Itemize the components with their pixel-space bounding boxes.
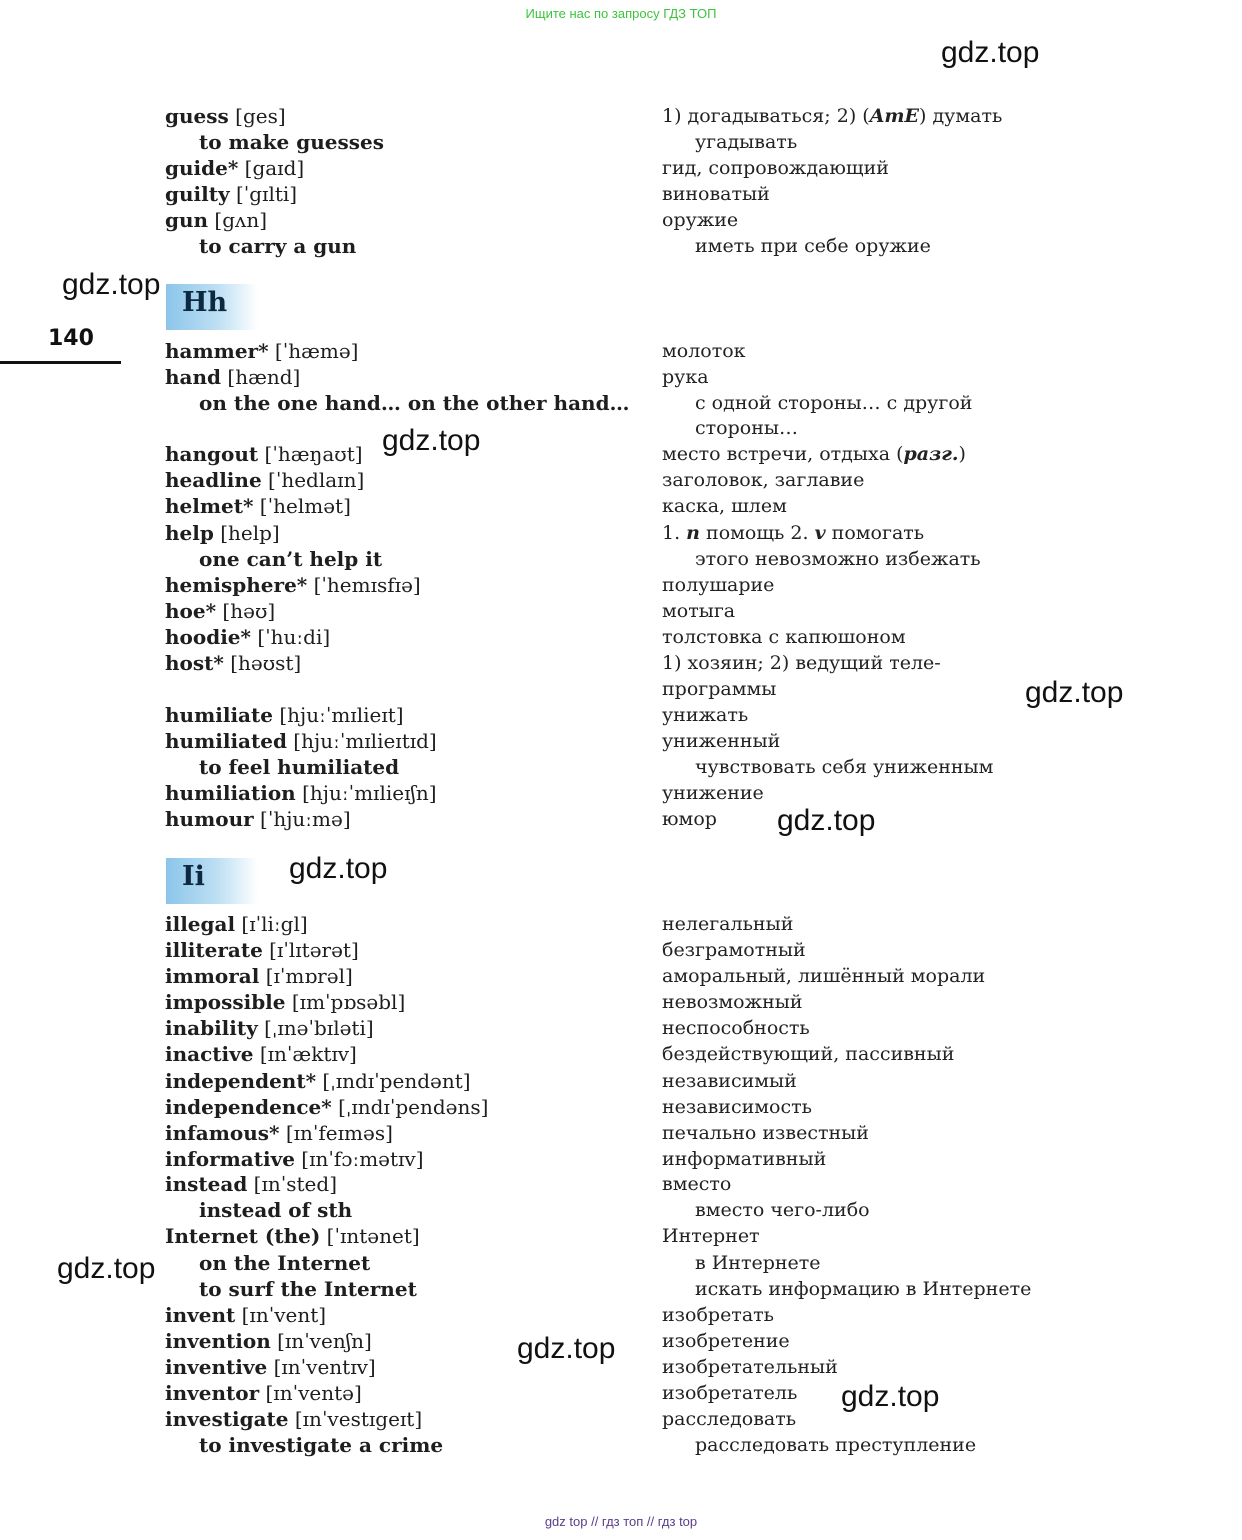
translation: изобретательный	[662, 1356, 838, 1378]
translation: виноватый	[662, 183, 770, 205]
page-number: 140	[48, 326, 94, 351]
entry-headword: instead [ɪnˈsted]	[165, 1172, 337, 1196]
translation: 1. n помощь 2. v помогать	[662, 522, 925, 544]
translation: расследовать	[662, 1408, 797, 1430]
translation: мотыга	[662, 600, 736, 622]
entry-phrase: to feel humiliated	[199, 755, 400, 779]
entry-headword: humour [ˈhjuːmə]	[165, 807, 351, 831]
translation: независимый	[662, 1070, 797, 1092]
watermark: gdz.top	[941, 36, 1040, 69]
translation: полушарие	[662, 574, 775, 596]
watermark: gdz.top	[57, 1252, 156, 1285]
entry-headword: infamous* [ɪnˈfeɪməs]	[165, 1121, 393, 1145]
translation-phrase: расследовать преступление	[695, 1434, 977, 1456]
translation: 1) догадываться; 2) (AmE) думать	[662, 105, 1003, 127]
translation-phrase: чувствовать себя униженным	[695, 756, 994, 778]
entry-headword: invent [ɪnˈvent]	[165, 1303, 327, 1327]
watermark: gdz.top	[62, 268, 161, 301]
entry-headword: humiliate [hjuːˈmɪlieɪt]	[165, 703, 404, 727]
entry-headword: guide* [gaɪd]	[165, 156, 305, 180]
translation: бездействующий, пассивный	[662, 1043, 955, 1065]
section-letter-h: Hh	[182, 287, 228, 318]
translation-phrase: иметь при себе оружие	[695, 235, 931, 257]
watermark: gdz.top	[1025, 676, 1124, 709]
entry-headword: hoodie* [ˈhuːdi]	[165, 625, 331, 649]
translation-phrase: искать информацию в Интернете	[695, 1278, 1032, 1300]
entry-phrase: to make guesses	[199, 130, 384, 154]
translation: юмор	[662, 808, 717, 830]
entry-phrase: one can’t help it	[199, 547, 383, 571]
entry-headword: inventor [ɪnˈventə]	[165, 1381, 362, 1405]
entry-headword: help [help]	[165, 521, 280, 545]
translation-phrase: в Интернете	[695, 1252, 821, 1274]
section-letter-i: Ii	[182, 861, 205, 892]
entry-phrase: on the Internet	[199, 1251, 371, 1275]
translation: унижение	[662, 782, 764, 804]
entry-headword: inability [ˌɪnəˈbɪləti]	[165, 1016, 374, 1040]
translation: рука	[662, 366, 709, 388]
translation: изобретать	[662, 1304, 775, 1326]
watermark: gdz.top	[289, 852, 388, 885]
entry-headword: independent* [ˌɪndɪˈpendənt]	[165, 1069, 471, 1093]
translation: Интернет	[662, 1225, 760, 1247]
entry-headword: helmet* [ˈhelmət]	[165, 494, 351, 518]
entry-headword: invention [ɪnˈvenʃn]	[165, 1329, 372, 1353]
translation: нелегальный	[662, 913, 794, 935]
entry-headword: Internet (the) [ˈɪntənet]	[165, 1224, 420, 1248]
translation: независимость	[662, 1096, 812, 1118]
translation: безграмотный	[662, 939, 806, 961]
entry-headword: illegal [ɪˈliːgl]	[165, 912, 308, 936]
entry-headword: investigate [ɪnˈvestɪgeɪt]	[165, 1407, 423, 1431]
entry-headword: hand [hænd]	[165, 365, 301, 389]
section-header-h	[166, 284, 258, 330]
translation: неспособность	[662, 1017, 810, 1039]
translation: аморальный, лишённый морали	[662, 965, 986, 987]
entry-headword: inactive [ɪnˈæktɪv]	[165, 1042, 357, 1066]
entry-headword: humiliation [hjuːˈmɪlieɪʃn]	[165, 781, 437, 805]
entry-headword: guilty [ˈgɪlti]	[165, 182, 298, 206]
entry-headword: humiliated [hjuːˈmɪlieɪtɪd]	[165, 729, 437, 753]
entry-phrase: instead of sth	[199, 1198, 353, 1222]
translation: 1) хозяин; 2) ведущий теле-	[662, 652, 941, 674]
entry-headword: hemisphere* [ˈhemɪsfɪə]	[165, 573, 421, 597]
footer-links[interactable]: gdz top // гдз топ // гдз top	[544, 1514, 698, 1529]
site-banner[interactable]: Ищите нас по запросу ГДЗ ТОП	[525, 6, 717, 21]
translation-phrase: угадывать	[695, 131, 798, 153]
translation: толстовка с капюшоном	[662, 626, 906, 648]
translation: печально известный	[662, 1122, 869, 1144]
translation: невозможный	[662, 991, 803, 1013]
entry-headword: headline [ˈhedlaɪn]	[165, 468, 365, 492]
watermark: gdz.top	[777, 804, 876, 837]
entry-phrase: on the one hand… on the other hand…	[199, 391, 630, 415]
entry-headword: informative [ɪnˈfɔːmətɪv]	[165, 1147, 424, 1171]
watermark: gdz.top	[382, 424, 481, 457]
entry-headword: illiterate [ɪˈlɪtərət]	[165, 938, 359, 962]
entry-headword: hammer* [ˈhæmə]	[165, 339, 359, 363]
entry-headword: gun [gʌn]	[165, 208, 268, 232]
entry-headword: hoe* [həʊ]	[165, 599, 276, 623]
section-header-i	[166, 858, 258, 904]
entry-headword: independence* [ˌɪndɪˈpendəns]	[165, 1095, 489, 1119]
translation: программы	[662, 678, 777, 700]
watermark: gdz.top	[517, 1332, 616, 1365]
translation-phrase: с одной стороны… с другой	[695, 392, 973, 414]
page-number-rule	[0, 361, 121, 364]
translation-phrase: этого невозможно избежать	[695, 548, 981, 570]
translation: вместо	[662, 1173, 732, 1195]
translation-phrase: вместо чего-либо	[695, 1199, 870, 1221]
entry-headword: hangout [ˈhæŋaʊt]	[165, 442, 363, 466]
entry-headword: host* [həʊst]	[165, 651, 302, 675]
translation: место встречи, отдыха (разг.)	[662, 443, 966, 465]
translation: молоток	[662, 340, 746, 362]
translation: каска, шлем	[662, 495, 787, 517]
translation: заголовок, заглавие	[662, 469, 865, 491]
translation: гид, сопровождающий	[662, 157, 889, 179]
translation: изобретение	[662, 1330, 790, 1352]
translation: униженный	[662, 730, 781, 752]
translation: оружие	[662, 209, 739, 231]
translation: унижать	[662, 704, 749, 726]
entry-headword: impossible [ɪmˈpɒsəbl]	[165, 990, 406, 1014]
entry-phrase: to surf the Internet	[199, 1277, 417, 1301]
translation-phrase: стороны…	[695, 417, 798, 439]
watermark: gdz.top	[841, 1380, 940, 1413]
entry-headword: immoral [ɪˈmɒrəl]	[165, 964, 353, 988]
entry-phrase: to carry a gun	[199, 234, 357, 258]
entry-phrase: to investigate a crime	[199, 1433, 444, 1457]
translation: изобретатель	[662, 1382, 798, 1404]
entry-headword: inventive [ɪnˈventɪv]	[165, 1355, 376, 1379]
translation: информативный	[662, 1148, 827, 1170]
entry-headword: guess [ges]	[165, 104, 286, 128]
